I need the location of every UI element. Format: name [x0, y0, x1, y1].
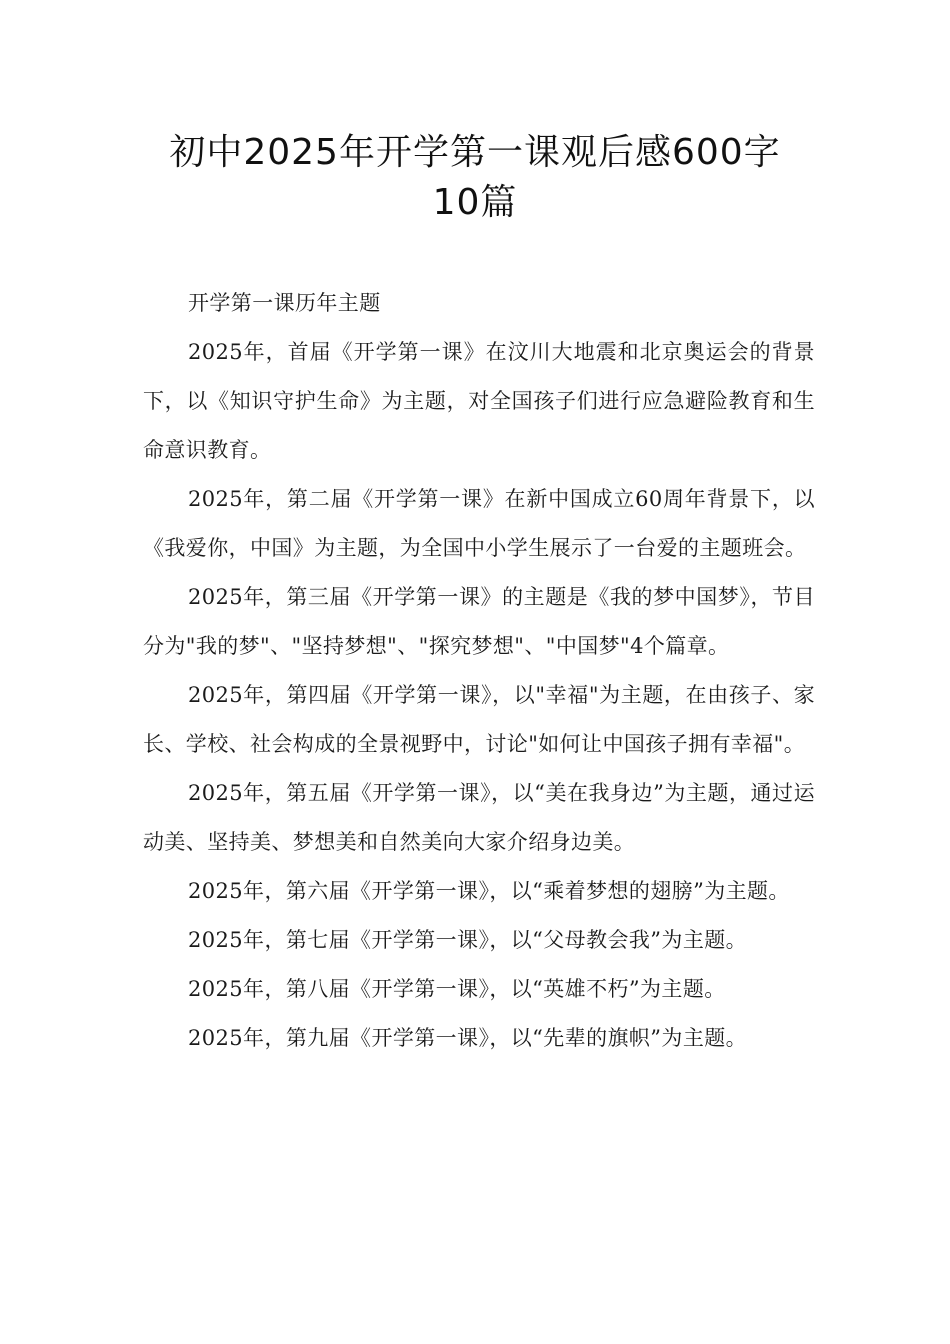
- paragraph-4: 2025年，第四届《开学第一课》，以"幸福"为主题，在由孩子、家长、学校、社会构成的全景视野中，讨论"如何让中国孩子拥有幸福"。: [143, 683, 815, 756]
- document-body: [143, 279, 815, 1063]
- paragraph-6: 2025年，第六届《开学第一课》，以“乘着梦想的翅膀”为主题。: [188, 879, 790, 903]
- paragraph-3: 2025年，第三届《开学第一课》的主题是《我的梦中国梦》，节目分为"我的梦"、"坚持梦想"、"探究梦想"、"中国梦"4个篇章。: [143, 585, 815, 658]
- paragraph-8: 2025年，第八届《开学第一课》，以“英雄不朽”为主题。: [188, 977, 726, 1001]
- paragraph-9: 2025年，第九届《开学第一课》，以“先辈的旗帜”为主题。: [188, 1026, 748, 1050]
- section-heading: 开学第一课历年主题: [188, 291, 381, 315]
- document-title: [100, 128, 850, 228]
- paragraph-2: 2025年，第二届《开学第一课》在新中国成立60周年背景下，以《我爱你，中国》为主题，为全国中小学生展示了一台爱的主题班会。: [143, 487, 815, 560]
- title-line-2: 10篇: [432, 182, 518, 223]
- paragraph-1: 2025年，首届《开学第一课》在汶川大地震和北京奥运会的背景下，以《知识守护生命》为主题，对全国孩子们进行应急避险教育和生命意识教育。: [143, 340, 815, 462]
- paragraph-7: 2025年，第七届《开学第一课》，以“父母教会我”为主题。: [188, 928, 748, 952]
- paragraph-5: 2025年，第五届《开学第一课》，以“美在我身边”为主题，通过运动美、坚持美、梦想美和自然美向大家介绍身边美。: [143, 781, 815, 854]
- title-line-1: 初中2025年开学第一课观后感600字: [169, 132, 781, 173]
